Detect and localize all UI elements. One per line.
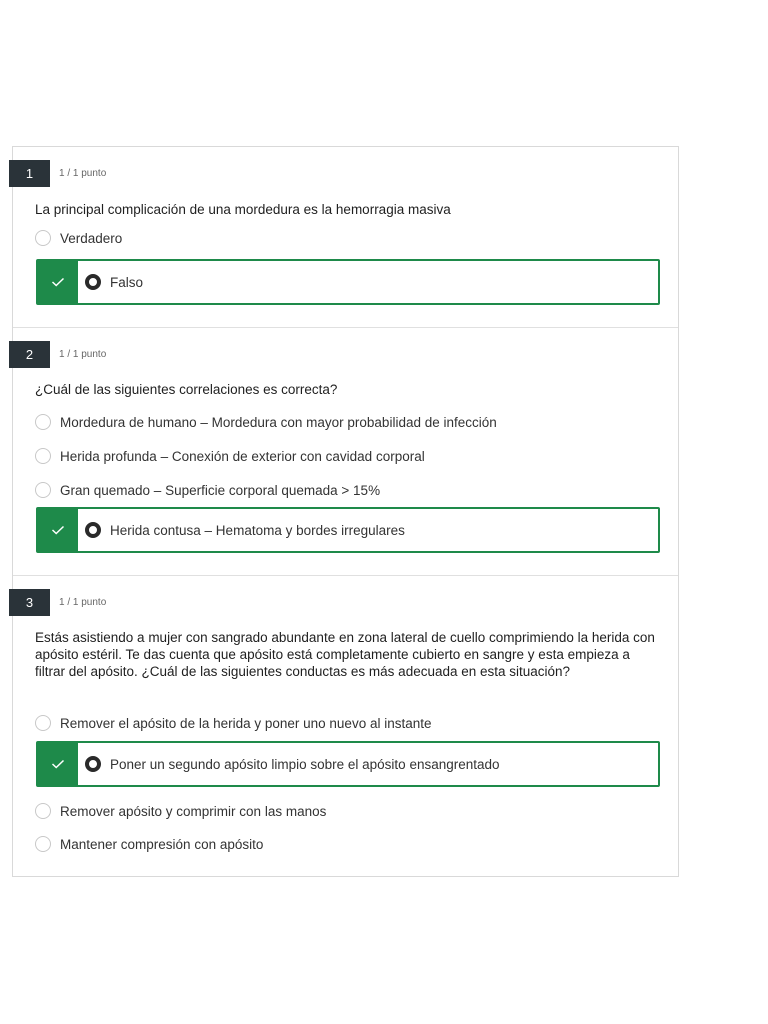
- question-points: 1 / 1 punto: [59, 349, 107, 360]
- option-label: Remover apósito y comprimir con las manos: [60, 803, 327, 819]
- divider: [13, 575, 678, 576]
- check-icon: [38, 743, 78, 785]
- option-verdadero[interactable]: [35, 228, 122, 248]
- radio-button[interactable]: [35, 482, 51, 498]
- check-icon: [38, 261, 78, 303]
- option-label: Herida contusa – Hematoma y bordes irregulares: [110, 522, 405, 538]
- radio-button[interactable]: [35, 803, 51, 819]
- radio-button[interactable]: [35, 230, 51, 246]
- divider: [13, 327, 678, 328]
- option-3[interactable]: [35, 480, 380, 500]
- question-number: 2: [9, 341, 50, 368]
- option-label: Herida profunda – Conexión de exterior con cavidad corporal: [60, 448, 425, 464]
- option-label: Mantener compresión con apósito: [60, 836, 264, 852]
- question-points: 1 / 1 punto: [59, 597, 107, 608]
- selected-radio[interactable]: [85, 756, 101, 772]
- option-label: Falso: [110, 274, 144, 290]
- option-label: Remover el apósito de la herida y poner uno nuevo al instante: [60, 715, 432, 731]
- check-icon: [38, 509, 78, 551]
- question-number: 3: [9, 589, 50, 616]
- selected-radio[interactable]: [85, 522, 101, 538]
- option-1[interactable]: [35, 713, 432, 733]
- option-2[interactable]: [35, 446, 425, 466]
- selected-radio[interactable]: [85, 274, 101, 290]
- option-label: Mordedura de humano – Mordedura con mayor probabilidad de infección: [60, 414, 497, 430]
- quiz-results-panel: [12, 146, 679, 877]
- question-number: 1: [9, 160, 50, 187]
- correct-answer[interactable]: [36, 259, 660, 305]
- option-label: Gran quemado – Superficie corporal quemada > 15%: [60, 482, 381, 498]
- radio-button[interactable]: [35, 414, 51, 430]
- question-points: 1 / 1 punto: [59, 168, 107, 179]
- question-text: La principal complicación de una mordedura es la hemorragia masiva: [35, 202, 451, 217]
- option-4[interactable]: [35, 834, 263, 854]
- radio-button[interactable]: [35, 715, 51, 731]
- option-3[interactable]: [35, 801, 326, 821]
- question-text: ¿Cuál de las siguientes correlaciones es correcta?: [35, 382, 338, 397]
- option-label: Poner un segundo apósito limpio sobre el apósito ensangrentado: [110, 756, 500, 772]
- correct-answer[interactable]: [36, 507, 660, 553]
- option-1[interactable]: [35, 412, 497, 432]
- correct-answer[interactable]: [36, 741, 660, 787]
- radio-button[interactable]: [35, 448, 51, 464]
- option-label: Verdadero: [60, 230, 123, 246]
- question-text: Estás asistiendo a mujer con sangrado abundante en zona lateral de cuello comprimiendo la herida con apósito estéril. Te das cuenta que apósito está completamente cubierto en sangre y esta empieza a filtrar del apósito. ¿Cuál de las siguientes conductas es más adecuada en esta situación?: [35, 630, 655, 679]
- radio-button[interactable]: [35, 836, 51, 852]
